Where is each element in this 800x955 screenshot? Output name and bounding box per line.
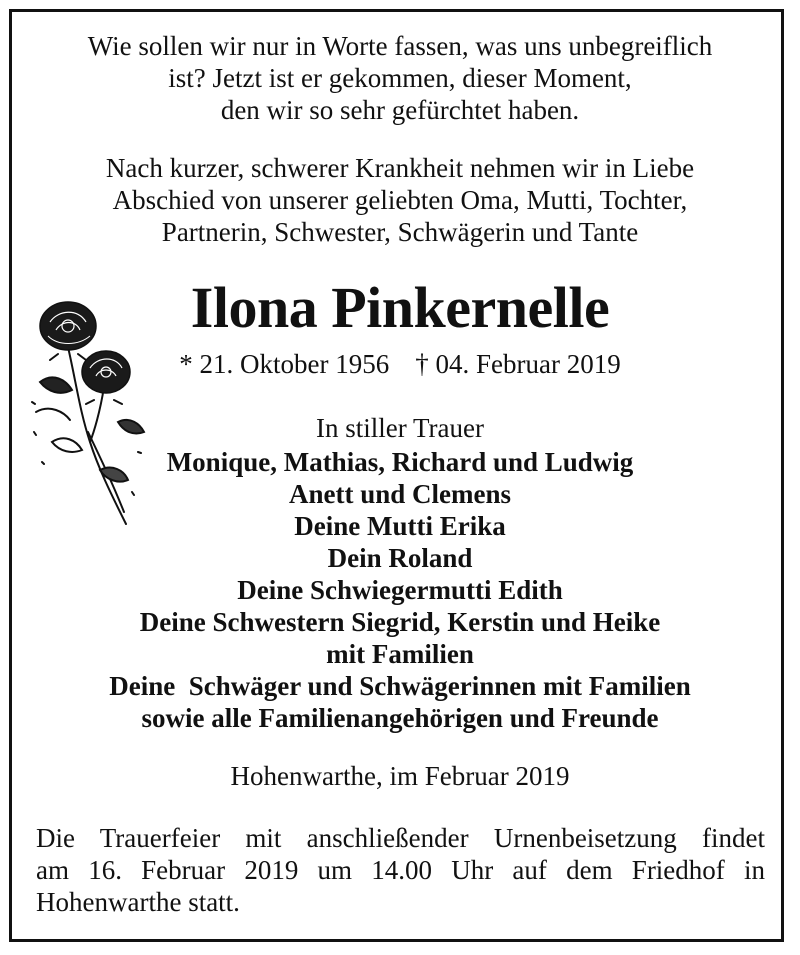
deceased-name: Ilona Pinkernelle [190,275,610,340]
mourner-line: mit Familien [326,639,474,669]
mourning-intro: In stiller Trauer [316,413,484,443]
announcement-line: Nach kurzer, schwerer Krankheit nehmen wir in Liebe [105,153,695,183]
mourner-line: Deine Schwäger und Schwägerinnen mit Familien [109,671,691,701]
mourner-line: sowie alle Familienangehörigen und Freunde [141,703,659,733]
intro-line: ist? Jetzt ist er gekommen, dieser Moment, [168,63,632,93]
announcement-line: Abschied von unserer geliebten Oma, Mutti, Tochter, [112,185,688,215]
mourner-line: Anett und Clemens [288,479,511,509]
mourner-line: Deine Schwestern Siegrid, Kerstin und Heike [139,607,661,637]
funeral-line: Hohenwarthe statt. [36,887,240,917]
mourner-line: Dein Roland [327,543,473,573]
announcement-line: Partnerin, Schwester, Schwägerin und Tante [161,217,639,247]
intro-line: Wie sollen wir nur in Worte fassen, was uns unbegreiflich [87,31,713,61]
place-date: Hohenwarthe, im Februar 2019 [230,761,570,791]
mourner-line: Deine Schwiegermutti Edith [237,575,563,605]
mourner-line: Monique, Mathias, Richard und Ludwig [166,447,634,477]
funeral-line: am 16. Februar 2019 um 14.00 Uhr auf dem Friedhof in [36,855,765,885]
funeral-line: Die Trauerfeier mit anschließender Urnenbeisetzung findet [36,823,765,853]
intro-line: den wir so sehr gefürchtet haben. [220,95,580,125]
birth-date: * 21. Oktober 1956 [179,349,390,379]
mourner-line: Deine Mutti Erika [294,511,506,541]
death-date: † 04. Februar 2019 [415,349,621,379]
life-dates [0,348,800,380]
